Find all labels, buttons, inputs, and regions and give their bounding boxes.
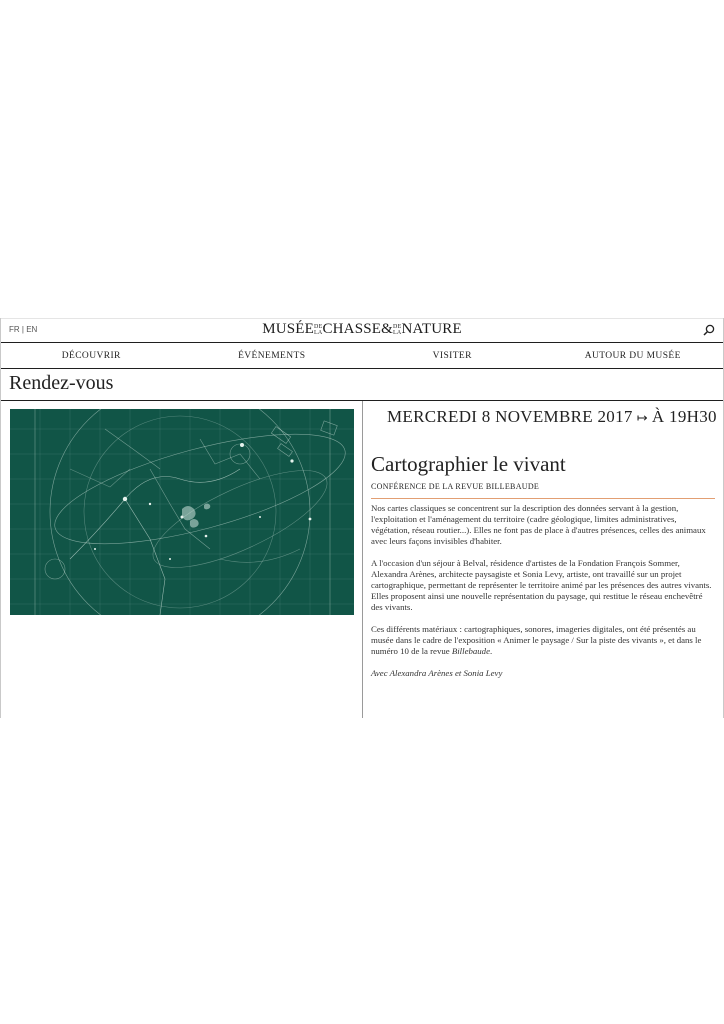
description-paragraph: Nos cartes classiques se concentrent sur la description des données servant à la gestion, l'exploitation et l'aménagement du territoire (cadre géologique, limites administratives, végétation, réseau routier...). Elles ne font pas de place à d'autres présences, celles des animaux avec leurs façons invisibles d'habiter.: [371, 503, 706, 546]
main-nav: [1, 342, 723, 369]
nav-item-decouvrir[interactable]: DÉCOUVRIR: [61, 350, 121, 361]
description-paragraph: A l'occasion d'un séjour à Belval, résidence d'artistes de la Fondation François Sommer, Alexandra Arènes, architecte paysagiste et Sonia Levy, artiste, ont travaillé sur un projet cartographique, permettant de représenter le territoire animé par les présences des autres vivants. Elles proposent ainsi une nouvelle représentation du paysage, qui restitue le réseau enchevêtré des vivants.: [371, 558, 712, 612]
description-paragraph: Ces différents matériaux : cartographiques, sonores, imageries digitales, ont été présentés au musée dans le cadre de l'exposition « Animer le paysage / Sur la piste des vivants », et dans le numéro 10 de la revue Billebaude.: [371, 624, 702, 656]
column-divider: [362, 401, 363, 718]
lang-separator: |: [21, 325, 24, 334]
logo-word-nature: NATURE: [401, 321, 462, 337]
logo-de-la-2: DE LA: [393, 323, 402, 336]
logo-word-musee: MUSÉE: [262, 321, 315, 337]
nav-item-evenements[interactable]: ÉVÉNEMENTS: [238, 350, 306, 361]
lang-en-link[interactable]: EN: [26, 325, 38, 334]
revue-name: Billebaude: [451, 646, 490, 656]
museum-logo[interactable]: [1, 321, 723, 338]
search-icon[interactable]: [703, 324, 715, 336]
map-illustration: [10, 409, 354, 615]
event-map-image: [10, 409, 354, 615]
event-date: MERCREDI 8 NOVEMBRE 2017 ↦ À 19H30: [387, 407, 717, 426]
nav-item-autour-du-musee[interactable]: AUTOUR DU MUSÉE: [584, 350, 681, 361]
logo-de-la-1: DE LA: [314, 323, 323, 336]
time-arrow-icon: ↦: [636, 410, 648, 425]
logo-word-chasse: CHASSE: [322, 321, 382, 337]
title-rule: [371, 498, 715, 499]
event-description: [371, 503, 716, 690]
event-subtitle: CONFÉRENCE DE LA REVUE BILLEBAUDE: [371, 482, 540, 491]
event-credit: Avec Alexandra Arènes et Sonia Levy: [371, 668, 503, 678]
nav-item-visiter[interactable]: VISITER: [432, 350, 472, 361]
page: [0, 318, 724, 718]
lang-fr-link[interactable]: FR: [9, 325, 20, 334]
section-title: Rendez-vous: [9, 372, 114, 394]
event-title: Cartographier le vivant: [371, 452, 566, 476]
top-bar: [1, 318, 723, 343]
logo-ampersand: &: [381, 321, 394, 337]
